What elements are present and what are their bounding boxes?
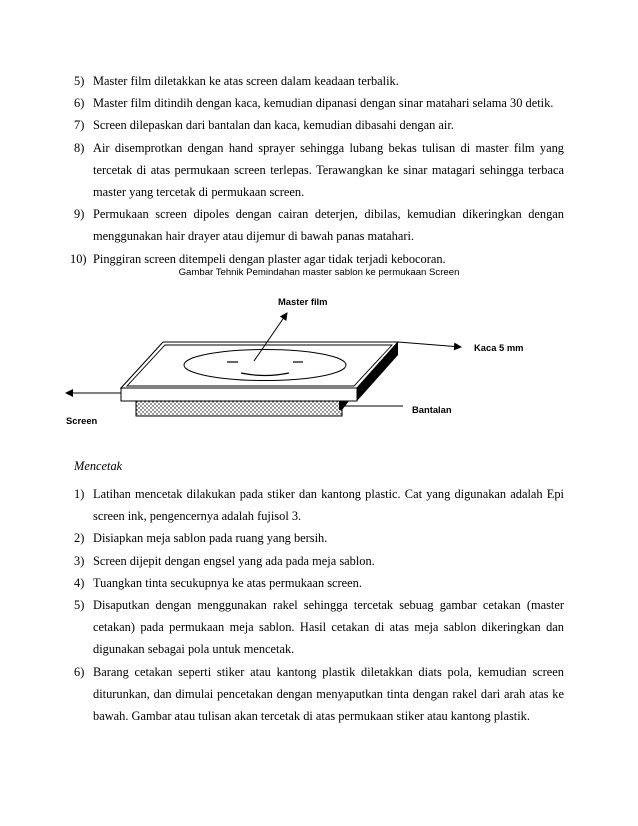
list-item: 6) Master film ditindih dengan kaca, kemudian dipanasi dengan sinar matahari selama 30 detik. (74, 96, 554, 111)
list-item: 1) Latihan mencetak dilakukan pada stiker dan kantong plastic. Cat yang digunakan adalah Epi screen ink, pengencernya adalah fujisol 3. (74, 487, 564, 524)
bantalan-cushion (136, 401, 342, 416)
list-item: 2) Disiapkan meja sablon pada ruang yang bersih. (74, 531, 328, 546)
kaca-pointer (398, 342, 461, 347)
list-item: 9) Permukaan screen dipoles dengan cairan deterjen, dibilas, kemudian dikeringkan dengan menggunakan hair drayer atau dijemur di bawah panas matahari. (74, 207, 564, 244)
list-item: 5) Master film diletakkan ke atas screen dalam keadaan terbalik. (74, 74, 399, 88)
diagram-drawing (0, 285, 638, 435)
screen-transfer-diagram (0, 285, 638, 435)
list-item: 5) Disaputkan dengan menggunakan rakel sehingga tercetak sebuag gambar cetakan (master cetakan) pada permukaan meja sablon. Hasil cetakan di atas meja sablon dikeringkan dan digunakan sebagai pola untuk mencetak. (74, 598, 564, 657)
label-kaca: Kaca 5 mm (474, 342, 524, 353)
list-item: 7) Screen dilepaskan dari bantalan dan kaca, kemudian dibasahi dengan air. (74, 118, 454, 133)
label-screen: Screen (66, 415, 98, 426)
steps-list-bottom (74, 483, 564, 727)
list-item: 8) Air disemprotkan dengan hand sprayer sehingga lubang bekas tulisan di master film yang tercetak di atas permukaan screen terlepas. Terawangkan ke sinar matagari sehingga terbaca master yang tercetak di permukaan screen. (74, 140, 564, 200)
list-item: 4) Tuangkan tinta secukupnya ke atas permukaan screen. (74, 575, 362, 590)
screen-frame (121, 388, 357, 401)
list-item: 6) Barang cetakan seperti stiker atau kantong plastik diletakkan diats pola, kemudian screen diturunkan, dan dimulai pencetakan dengan menyaputkan tinta dengan rakel dari arah atas ke bawah. Gambar atau tulisan akan tercetak di atas permukaan stiker atau kantong plastik. (74, 664, 564, 724)
list-item: 10) Pinggiran screen ditempeli dengan plaster agar tidak terjadi kebocoran. (70, 251, 446, 266)
glass-top (121, 342, 398, 388)
label-master-film: Master film (278, 296, 328, 307)
steps-list-top (70, 70, 564, 270)
section-heading: Mencetak (74, 459, 123, 473)
figure-caption: Gambar Tehnik Pemindahan master sablon ke permukaan Screen (178, 267, 460, 278)
label-bantalan: Bantalan (412, 404, 452, 415)
list-item: 3) Screen dijepit dengan engsel yang ada pada meja sablon. (74, 553, 375, 568)
